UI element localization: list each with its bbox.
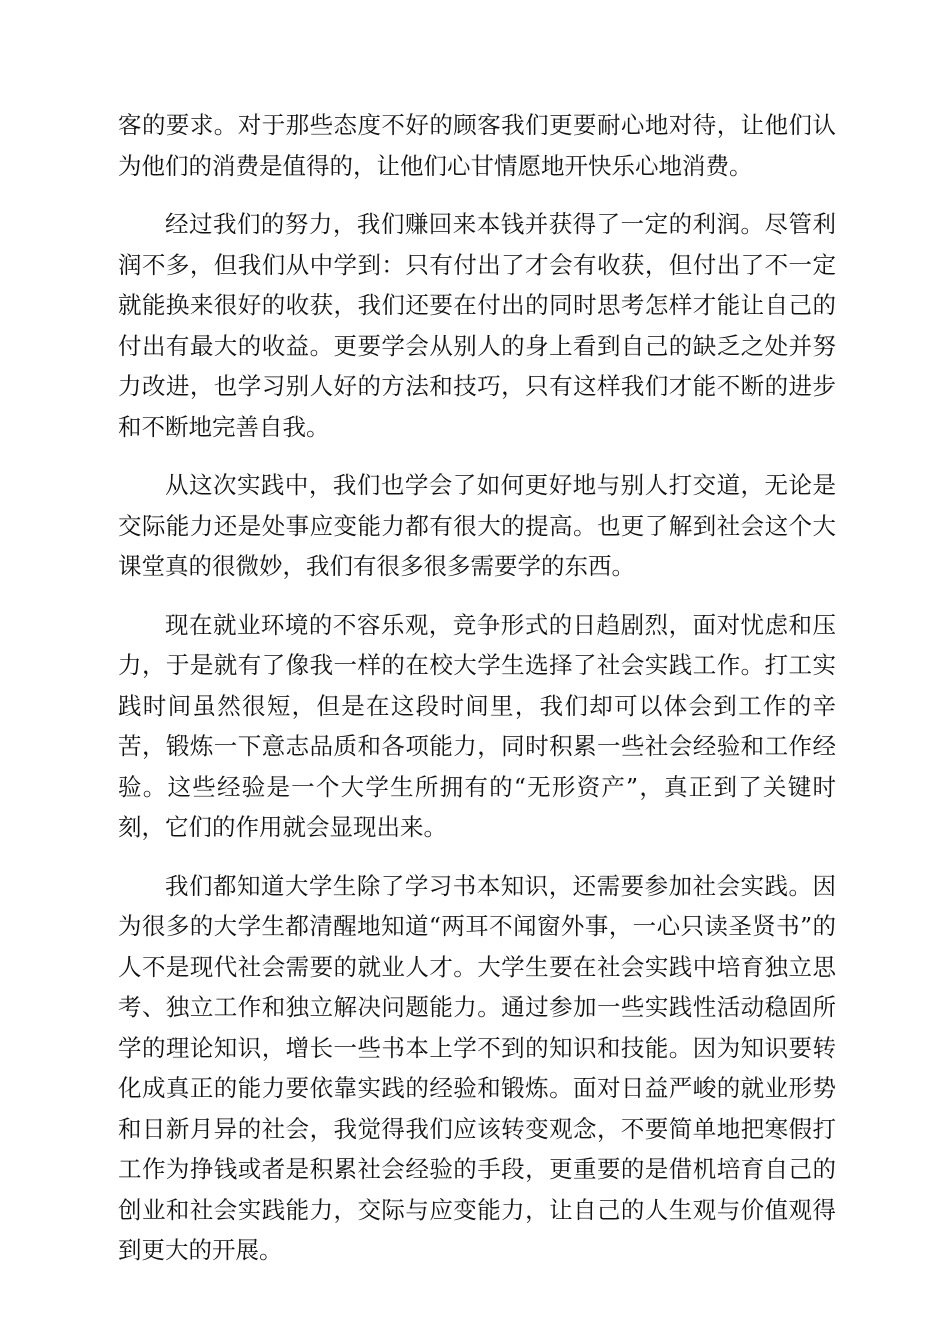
paragraph: 我们都知道大学生除了学习书本知识，还需要参加社会实践。因为很多的大学生都清醒地知道“两耳不闻窗外事，一心只读圣贤书”的人不是现代社会需要的就业人才。大学生要在社会实践中培育独立思考、独立工作和独立解决问题能力。通过参加一些实践性活动稳固所学的理论知识，增长一些书本上学不到的知识和技能。因为知识要转化成真正的能力要依靠实践的经验和锻炼。面对日益严峻的就业形势和日新月异的社会，我觉得我们应该转变观念，不要简单地把寒假打工作为挣钱或者是积累社会经验的手段，更重要的是借机培育自己的创业和社会实践能力，交际与应变能力，让自己的人生观与价值观得到更大的开展。 [118,871,836,1264]
paragraph: 现在就业环境的不容乐观，竞争形式的日趋剧烈，面对忧虑和压力，于是就有了像我一样的在校大学生选择了社会实践工作。打工实践时间虽然很短，但是在这段时间里，我们却可以体会到工作的辛苦，锻炼一下意志品质和各项能力，同时积累一些社会经验和工作经验。这些经验是一个大学生所拥有的“无形资产”，真正到了关键时刻，它们的作用就会显现出来。 [118,610,836,841]
paragraph-continuation: 客的要求。对于那些态度不好的顾客我们更要耐心地对待，让他们认为他们的消费是值得的，让他们心甘情愿地开快乐心地消费。 [118,111,836,180]
paragraph: 经过我们的努力，我们赚回来本钱并获得了一定的利润。尽管利润不多，但我们从中学到：只有付出了才会有收获，但付出了不一定就能换来很好的收获，我们还要在付出的同时思考怎样才能让自己的付出有最大的收益。更要学会从别人的身上看到自己的缺乏之处并努力改进，也学习别人好的方法和技巧，只有这样我们才能不断的进步和不断地完善自我。 [118,210,836,441]
document-body [118,105,836,1289]
paragraph: 从这次实践中，我们也学会了如何更好地与别人打交道，无论是交际能力还是处事应变能力都有很大的提高。也更了解到社会这个大课堂真的很微妙，我们有很多很多需要学的东西。 [118,471,836,580]
